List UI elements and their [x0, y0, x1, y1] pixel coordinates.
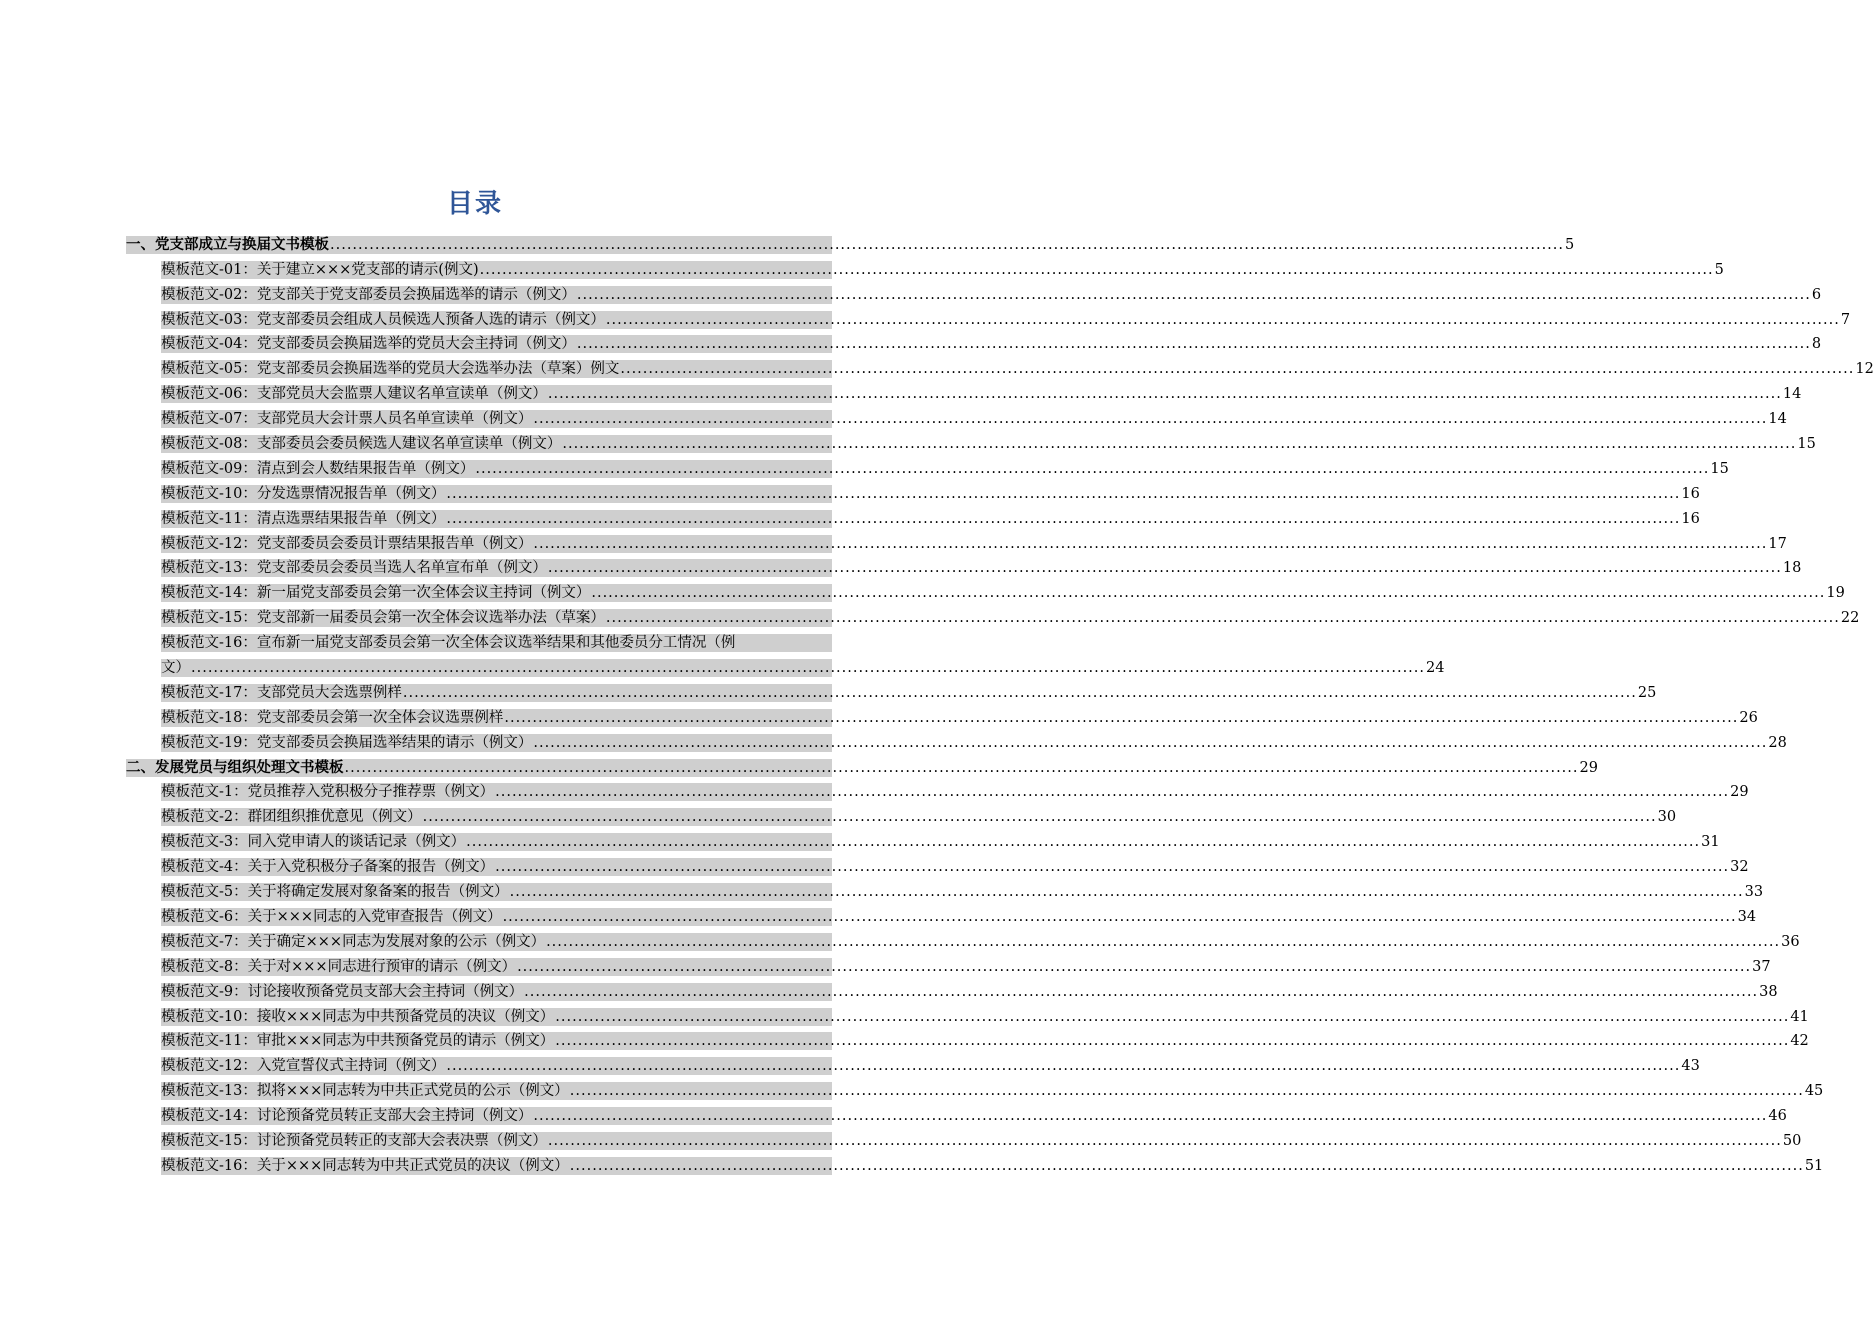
toc-entry-label: 模板范文-01：关于建立×××党支部的请示(例文) — [161, 261, 479, 278]
dot-leader: ............................................................................................................................................................................................................................ — [562, 436, 1797, 453]
toc-entry-label: 模板范文-16：关于×××同志转为中共正式党员的决议（例文） — [161, 1157, 569, 1174]
dot-leader: ............................................................................................................................................................................................................................ — [466, 834, 1701, 851]
toc-entry[interactable] — [126, 1075, 1824, 1100]
dot-leader: ............................................................................................................................................................................................................................ — [555, 1033, 1790, 1050]
toc-page-number: 42 — [1790, 1033, 1809, 1050]
toc-entry[interactable] — [126, 926, 1800, 951]
dot-leader: ............................................................................................................................................................................................................................ — [576, 286, 1811, 303]
toc-entry[interactable] — [126, 553, 1802, 578]
toc-entry-label: 模板范文-13：拟将×××同志转为中共正式党员的公示（例文） — [161, 1083, 569, 1100]
toc-page-number: 28 — [1768, 734, 1787, 751]
toc-entry-continuation[interactable] — [126, 652, 1445, 677]
toc-entry[interactable] — [126, 1026, 1809, 1051]
toc-entry-label: 模板范文-7：关于确定×××同志为发展对象的公示（例文） — [161, 933, 546, 950]
toc-page-number: 19 — [1826, 585, 1845, 602]
toc-page-number: 25 — [1637, 684, 1657, 701]
toc-entry-label: 模板范文-12：入党宣誓仪式主持词（例文） — [161, 1058, 446, 1075]
toc-entry-label: 模板范文-3：同入党申请人的谈话记录（例文） — [161, 834, 466, 851]
dot-leader: ............................................................................................................................................................................................................................ — [546, 933, 1781, 950]
toc-entry[interactable] — [126, 727, 1787, 752]
dot-leader: ............................................................................................................................................................................................................................ — [620, 361, 1855, 378]
dot-leader: ............................................................................................................................................................................................................................ — [402, 684, 1637, 701]
toc-page-number: 41 — [1790, 1008, 1809, 1025]
toc-entry-label: 模板范文-19：党支部委员会换届选举结果的请示（例文） — [161, 734, 533, 751]
toc-entry[interactable] — [126, 254, 1724, 279]
toc-entry-label: 模板范文-06：支部党员大会监票人建议名单宣读单（例文） — [161, 386, 547, 403]
toc-page-number: 38 — [1759, 983, 1778, 1000]
dot-leader: ............................................................................................................................................................................................................................ — [446, 510, 1681, 527]
toc-entry-label: 模板范文-6：关于×××同志的入党审查报告（例文） — [161, 908, 502, 925]
toc-page-number: 50 — [1782, 1132, 1802, 1149]
toc-page-number: 16 — [1681, 485, 1700, 502]
dot-leader: ............................................................................................................................................................................................................................ — [191, 660, 1426, 677]
toc-page-number: 45 — [1804, 1083, 1824, 1100]
dot-leader: ............................................................................................................................................................................................................................ — [533, 734, 1768, 751]
toc-entry-label: 模板范文-8：关于对×××同志进行预审的请示（例文） — [161, 958, 517, 975]
toc-entry-label: 模板范文-4：关于入党积极分子备案的报告（例文） — [161, 859, 495, 876]
toc-entry-label: 模板范文-11：审批×××同志为中共预备党员的请示（例文） — [161, 1033, 555, 1050]
dot-leader: ............................................................................................................................................................................................................................ — [591, 585, 1826, 602]
toc-page-number: 5 — [1565, 236, 1575, 253]
toc-entry-label: 模板范文-14：新一届党支部委员会第一次全体会议主持词（例文） — [161, 585, 591, 602]
table-of-contents — [126, 229, 1874, 1175]
toc-page-number: 29 — [1730, 784, 1749, 801]
toc-entry-label: 模板范文-2：群团组织推优意见（例文） — [161, 809, 422, 826]
toc-entry[interactable] — [126, 428, 1816, 453]
toc-entry[interactable] — [126, 577, 1845, 602]
toc-page-number: 8 — [1811, 336, 1822, 353]
toc-page-number: 31 — [1701, 834, 1720, 851]
dot-leader: ............................................................................................................................................................................................................................ — [422, 809, 1657, 826]
toc-entry[interactable] — [126, 677, 1657, 702]
toc-page-number: 15 — [1797, 436, 1816, 453]
toc-page-number: 14 — [1782, 386, 1802, 403]
toc-entry-label: 模板范文-15：讨论预备党员转正的支部大会表决票（例文） — [161, 1132, 547, 1149]
dot-leader: ............................................................................................................................................................................................................................ — [446, 1058, 1681, 1075]
toc-page-number: 12 — [1855, 361, 1874, 378]
toc-entry[interactable] — [126, 304, 1851, 329]
toc-entry-label: 模板范文-02：党支部关于党支部委员会换届选举的请示（例文） — [161, 286, 576, 303]
toc-page-number: 34 — [1737, 908, 1757, 925]
toc-page-number: 46 — [1768, 1108, 1787, 1125]
toc-entry-label: 文） — [161, 660, 190, 677]
toc-entry[interactable] — [126, 1001, 1809, 1026]
toc-page-number: 5 — [1714, 261, 1724, 278]
toc-title: 目录 — [446, 189, 503, 219]
dot-leader: ............................................................................................................................................................................................................................ — [495, 784, 1730, 801]
toc-page-number: 51 — [1804, 1157, 1824, 1174]
toc-page-number: 24 — [1426, 660, 1445, 677]
toc-entry-label: 模板范文-16：宣布新一届党支部委员会第一次全体会议选举结果和其他委员分工情况（例 — [161, 635, 736, 652]
toc-entry-label: 模板范文-5：关于将确定发展对象备案的报告（例文） — [161, 884, 509, 901]
toc-entry-label: 模板范文-10：接收×××同志为中共预备党员的决议（例文） — [161, 1008, 555, 1025]
toc-entry[interactable] — [126, 1100, 1787, 1125]
toc-page-number: 7 — [1840, 311, 1851, 328]
dot-leader: ............................................................................................................................................................................................................................ — [576, 336, 1811, 353]
toc-page-number: 22 — [1840, 610, 1860, 627]
toc-entry[interactable] — [126, 1125, 1802, 1150]
toc-entry[interactable] — [126, 478, 1700, 503]
dot-leader: ............................................................................................................................................................................................................................ — [344, 759, 1579, 776]
toc-entry[interactable] — [126, 901, 1757, 926]
toc-page-number: 33 — [1744, 884, 1764, 901]
toc-entry-label: 模板范文-09：清点到会人数结果报告单（例文） — [161, 460, 475, 477]
dot-leader: ............................................................................................................................................................................................................................ — [533, 535, 1768, 552]
dot-leader: ............................................................................................................................................................................................................................ — [330, 236, 1565, 253]
toc-page-number: 6 — [1811, 286, 1822, 303]
toc-entry[interactable] — [126, 279, 1822, 304]
toc-entry-label: 模板范文-11：清点选票结果报告单（例文） — [161, 510, 446, 527]
toc-section-heading[interactable] — [126, 752, 1598, 777]
toc-page-number: 30 — [1657, 809, 1677, 826]
toc-entry-label: 模板范文-1：党员推荐入党积极分子推荐票（例文） — [161, 784, 495, 801]
toc-entry[interactable] — [126, 528, 1787, 553]
toc-entry-label: 模板范文-04：党支部委员会换届选举的党员大会主持词（例文） — [161, 336, 576, 353]
toc-entry[interactable] — [126, 353, 1874, 378]
toc-entry-label: 模板范文-08：支部委员会委员候选人建议名单宣读单（例文） — [161, 436, 562, 453]
toc-entry-label: 模板范文-12：党支部委员会委员计票结果报告单（例文） — [161, 535, 533, 552]
toc-entry[interactable] — [126, 627, 832, 652]
toc-section-heading[interactable] — [126, 229, 1575, 254]
toc-entry[interactable] — [126, 1150, 1824, 1175]
toc-page-number: 14 — [1768, 411, 1787, 428]
toc-entry[interactable] — [126, 378, 1802, 403]
toc-page-number: 26 — [1739, 709, 1758, 726]
dot-leader: ............................................................................................................................................................................................................................ — [509, 884, 1744, 901]
toc-entry-label: 模板范文-18：党支部委员会第一次全体会议选票例样 — [161, 709, 504, 726]
dot-leader: ............................................................................................................................................................................................................................ — [502, 908, 1737, 925]
dot-leader: ............................................................................................................................................................................................................................ — [446, 485, 1681, 502]
toc-entry[interactable] — [126, 1050, 1700, 1075]
toc-entry[interactable] — [126, 702, 1758, 727]
dot-leader: ............................................................................................................................................................................................................................ — [475, 460, 1710, 477]
dot-leader: ............................................................................................................................................................................................................................ — [569, 1157, 1804, 1174]
toc-entry[interactable] — [126, 851, 1749, 876]
toc-entry[interactable] — [126, 951, 1771, 976]
toc-entry-label: 模板范文-9：讨论接收预备党员支部大会主持词（例文） — [161, 983, 524, 1000]
toc-entry-label: 二、发展党员与组织处理文书模板 — [126, 759, 344, 776]
toc-entry-label: 模板范文-14：讨论预备党员转正支部大会主持词（例文） — [161, 1108, 533, 1125]
toc-page-number: 16 — [1681, 510, 1700, 527]
toc-page-number: 43 — [1681, 1058, 1700, 1075]
toc-page-number: 17 — [1768, 535, 1787, 552]
toc-entry-label: 模板范文-03：党支部委员会组成人员候选人预备人选的请示（例文） — [161, 311, 605, 328]
toc-page-number: 29 — [1579, 759, 1598, 776]
dot-leader: ............................................................................................................................................................................................................................ — [504, 709, 1739, 726]
dot-leader: ............................................................................................................................................................................................................................ — [547, 560, 1782, 577]
toc-entry[interactable] — [126, 453, 1729, 478]
toc-entry-label: 模板范文-13：党支部委员会委员当选人名单宣布单（例文） — [161, 560, 547, 577]
dot-leader: ............................................................................................................................................................................................................................ — [605, 311, 1840, 328]
dot-leader: ............................................................................................................................................................................................................................ — [555, 1008, 1790, 1025]
toc-entry[interactable] — [126, 403, 1787, 428]
toc-entry[interactable] — [126, 976, 1778, 1001]
toc-entry[interactable] — [126, 602, 1860, 627]
toc-page-number: 37 — [1752, 958, 1771, 975]
toc-entry[interactable] — [126, 876, 1764, 901]
toc-page-number: 36 — [1781, 933, 1800, 950]
toc-entry[interactable] — [126, 801, 1677, 826]
dot-leader: ............................................................................................................................................................................................................................ — [479, 261, 1714, 278]
toc-page-number: 18 — [1782, 560, 1802, 577]
toc-page-number: 32 — [1730, 859, 1749, 876]
toc-entry[interactable] — [126, 777, 1749, 802]
dot-leader: ............................................................................................................................................................................................................................ — [533, 1108, 1768, 1125]
toc-entry-label: 模板范文-10：分发选票情况报告单（例文） — [161, 485, 446, 502]
dot-leader: ............................................................................................................................................................................................................................ — [524, 983, 1759, 1000]
dot-leader: ............................................................................................................................................................................................................................ — [605, 610, 1840, 627]
toc-entry-label: 模板范文-17：支部党员大会选票例样 — [161, 684, 402, 701]
dot-leader: ............................................................................................................................................................................................................................ — [547, 1132, 1782, 1149]
toc-page-number: 15 — [1710, 460, 1729, 477]
dot-leader: ............................................................................................................................................................................................................................ — [495, 859, 1730, 876]
dot-leader: ............................................................................................................................................................................................................................ — [517, 958, 1752, 975]
dot-leader: ............................................................................................................................................................................................................................ — [547, 386, 1782, 403]
toc-entry-label: 模板范文-05：党支部委员会换届选举的党员大会选举办法（草案）例文 — [161, 361, 620, 378]
toc-entry[interactable] — [126, 826, 1720, 851]
toc-entry-label: 模板范文-15：党支部新一届委员会第一次全体会议选举办法（草案） — [161, 610, 605, 627]
toc-entry-label: 一、党支部成立与换届文书模板 — [126, 236, 329, 253]
dot-leader: ............................................................................................................................................................................................................................ — [533, 411, 1768, 428]
dot-leader: ............................................................................................................................................................................................................................ — [569, 1083, 1804, 1100]
toc-entry[interactable] — [126, 503, 1700, 528]
toc-entry[interactable] — [126, 329, 1822, 354]
toc-entry-label: 模板范文-07：支部党员大会计票人员名单宣读单（例文） — [161, 411, 533, 428]
